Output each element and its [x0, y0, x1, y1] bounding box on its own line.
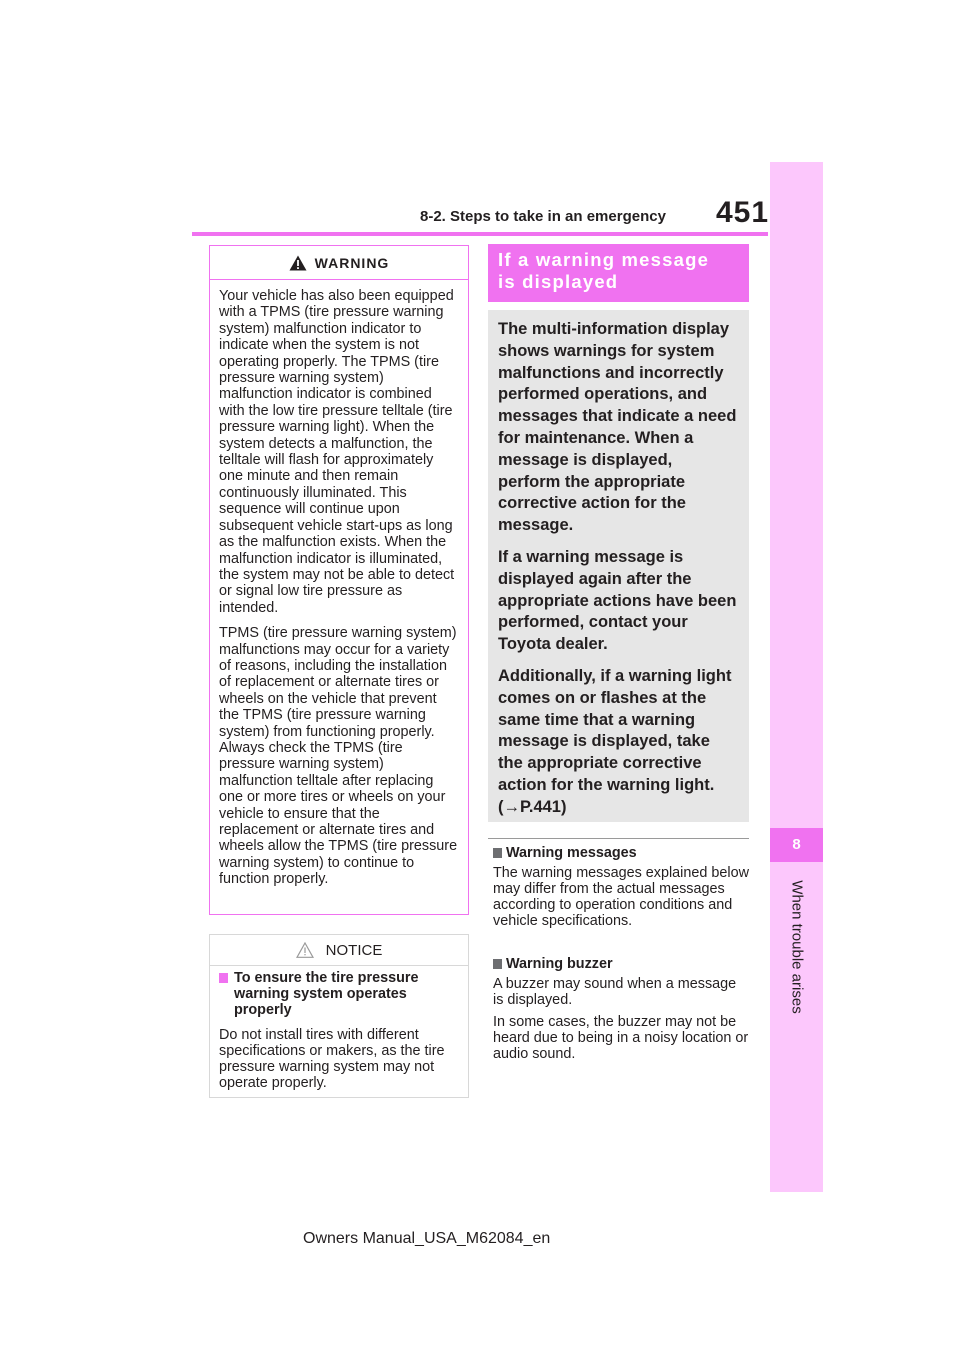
warning-buzzer-block	[493, 956, 749, 1062]
notice-triangle-icon	[296, 942, 314, 958]
notice-box	[209, 934, 469, 1098]
warning-messages-heading	[493, 845, 749, 861]
body-text: A buzzer may sound when a message is displayed.	[493, 976, 737, 1008]
chapter-number: 8	[770, 828, 823, 862]
chapter-label	[770, 862, 823, 1032]
section-header: 8-2. Steps to take in an emergency	[420, 208, 666, 225]
warning-buzzer-heading	[493, 956, 749, 972]
notice-heading-text: To ensure the tire pressure warning system operates properly	[234, 970, 419, 1018]
notice-title: NOTICE	[325, 941, 383, 959]
chapter-side-tab	[770, 162, 823, 1192]
section-title-line: If a warning message	[498, 249, 710, 270]
section-title-line: is displayed	[498, 271, 619, 292]
warning-triangle-icon	[289, 255, 307, 271]
section-title-banner	[488, 244, 749, 302]
chapter-label-text: When trouble arises	[788, 880, 805, 1014]
warning-box	[209, 245, 469, 915]
intro-box	[488, 310, 749, 822]
divider	[488, 838, 749, 839]
notice-heading	[219, 970, 459, 1018]
warning-body	[210, 288, 468, 888]
body-text: The warning messages explained below may differ from the actual messages according to operation conditions and vehicle specifications.	[493, 865, 749, 929]
warning-messages-block	[493, 845, 749, 929]
notice-text: Do not install tires with different specifications or makers, as the tire pressure warning system may not operate properly.	[219, 1027, 445, 1091]
body-text: In some cases, the buzzer may not be heard due to being in a noisy location or audio sound.	[493, 1014, 749, 1062]
header-rule	[192, 232, 768, 236]
heading-text: Warning buzzer	[506, 956, 613, 972]
warning-header	[210, 246, 468, 280]
notice-body	[210, 966, 468, 1091]
warning-paragraph: TPMS (tire pressure warning system) malfunctions may occur for a variety of reasons, including the installation of replacement or alternate tires or wheels on the vehicle that prevent the TPMS (tire pressure warning system) from functioning properly. Always check the TPMS (tire pressure warning system) malfunction telltale after replacing one or more tires or wheels on your vehicle to ensure that the replacement or alternate tires and wheels allow the TPMS (tire pressure warning system) to continue to function properly.	[219, 625, 458, 888]
warning-title: WARNING	[314, 254, 390, 271]
notice-header	[210, 935, 468, 966]
intro-paragraph: The multi-information display shows warnings for system malfunctions and incorrectly performed operations, and messages that indicate a need for maintenance. When a message is displayed, perform the appropriate corrective action for the message.	[498, 320, 737, 535]
square-bullet-icon	[219, 973, 228, 983]
square-bullet-icon	[493, 848, 502, 858]
warning-paragraph: Your vehicle has also been equipped with a TPMS (tire pressure warning system) malfunction indicator to indicate when the system is not operating properly. The TPMS (tire pressure warning system) malfunction indicator is combined with the low tire pressure telltale (tire pressure warning light). When the system detects a malfunction, the telltale will flash for approximately one minute and then remain continuously illuminated. This sequence will continue upon subsequent vehicle start-ups as long as the malfunction exists. When the malfunction indicator is illuminated, the system may not be able to detect or signal low tire pressure as intended.	[219, 288, 455, 616]
square-bullet-icon	[493, 959, 502, 969]
intro-paragraph: Additionally, if a warning light comes on or flashes at the same time that a warning message is displayed, take the appropriate corrective action for the warning light. (→P.441)	[498, 666, 732, 816]
footer-text: Owners Manual_USA_M62084_en	[303, 1230, 551, 1247]
page-number: 451	[716, 196, 770, 229]
heading-text: Warning messages	[506, 845, 637, 861]
intro-paragraph: If a warning message is displayed again after the appropriate actions have been performed, contact your Toyota dealer.	[498, 547, 737, 654]
